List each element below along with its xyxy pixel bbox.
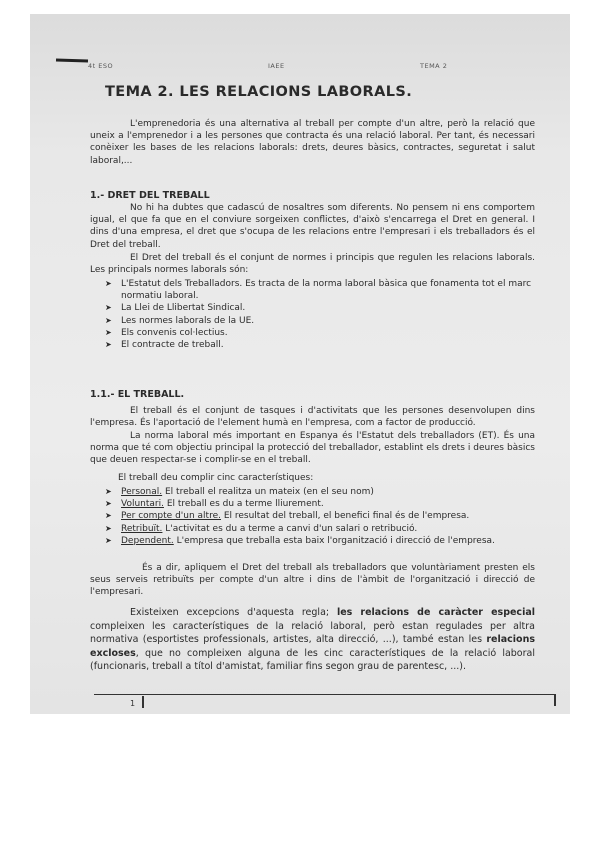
paragraph: La norma laboral més important en Espanya és l'Estatut dels treballadors (ET). És una norma que té com objectiu principal la protecció del treballador, establint els drets i deures bàsics que deuen respectar-se i complir-se en el treball. <box>90 431 535 466</box>
list-item <box>105 523 535 535</box>
list-item <box>105 498 535 510</box>
header-course: 4t ESO <box>88 62 114 70</box>
page-number-bar <box>142 696 144 708</box>
intro-paragraph: L'emprenedoria és una alternativa al treball per compte d'un altre, però la relació que uneix a l'emprenedor i a les persones que contracta és una relació laboral. Per tant, és necessari conèixer les bases de les relacions laborals: drets, deures bàsics, contractes, seguretat i salut laboral,... <box>90 119 535 166</box>
text-run: compleixen les característiques de la relació laboral, però estan regulades per altra normativa (esportistes professionals, artistes, alta direcció, ...), també estan les <box>90 620 535 646</box>
labor-norms-list <box>105 278 535 351</box>
definition: L'empresa que treballa esta baix l'organització i direcció de l'empresa. <box>173 535 495 546</box>
subsection-heading: 1.1.- EL TREBALL. <box>90 389 185 400</box>
footer-tick <box>554 694 556 706</box>
definition: El treball el realitza un mateix (en el seu nom) <box>162 487 374 497</box>
page-title: TEMA 2. LES RELACIONS LABORALS. <box>105 84 413 100</box>
paragraph: No hi ha dubtes que cadascú de nosaltres som diferents. No pensem ni ens comportem igual, el que fa que en el conviure sorgeixen conflictes, d'això s'encarrega el Dret en general. I dins d'una empresa, el dret que s'ocupa de les relacions entre l'empresari i els treballadors és el Dret del treball. <box>90 203 535 250</box>
paragraph: El treball deu complir cinc característiques: <box>118 473 314 483</box>
list-item <box>105 510 535 522</box>
list-item <box>105 535 535 547</box>
header-unit: TEMA 2 <box>420 62 448 70</box>
paragraph: El treball és el conjunt de tasques i d'activitats que les persones desenvolupen dins l'empresa. És l'aportació de l'element humà en l'empresa, com a factor de producció. <box>90 406 535 429</box>
list-item: ➤ L'Estatut dels Treballadors. Es tracta de la norma laboral bàsica que fonamenta tot el marc normatiu laboral. <box>105 278 535 302</box>
text-run: , que no compleixen alguna de les cinc característiques de la relació laboral (funcionaris, treball a títol d'amistat, familiar fins segon grau de parentesc, ...). <box>90 647 535 673</box>
term: Voluntari. <box>121 499 164 510</box>
paragraph <box>90 606 535 674</box>
definition: L'activitat es du a terme a canvi d'un salari o retribució. <box>162 523 418 534</box>
header-school: IAEE <box>268 62 285 70</box>
list-item: ➤ Els convenis col·lectius. <box>105 327 535 339</box>
paragraph: El Dret del treball és el conjunt de normes i principis que regulen les relacions laborals. Les principals normes laborals són: <box>90 253 535 276</box>
term: Personal. <box>121 487 163 497</box>
bold-term: les relacions de caràcter especial <box>336 607 535 618</box>
paragraph: És a dir, apliquem el Dret del treball als treballadors que voluntàriament presten els seus serveis retribuïts per compte d'un altre i dins de l'àmbit de l'organització i direcció de l'empresari. <box>90 563 535 598</box>
list-item: ➤ Les normes laborals de la UE. <box>105 315 535 327</box>
document-photo <box>30 14 570 714</box>
definition: El resultat del treball, el benefici final és de l'empresa. <box>220 511 470 522</box>
definition: El treball es du a terme lliurement. <box>163 499 324 510</box>
term: Retribuït. <box>121 523 163 534</box>
list-item: ➤ El contracte de treball. <box>105 339 535 351</box>
term: Per compte d'un altre. <box>121 511 221 522</box>
binder-mark <box>56 58 88 62</box>
section-heading: 1.- DRET DEL TREBALL <box>90 190 210 201</box>
work-characteristics-list <box>105 486 535 547</box>
text-run: Existeixen excepcions d'aquesta regla; <box>130 607 337 618</box>
term: Dependent. <box>121 535 174 546</box>
list-item: ➤ La Llei de Llibertat Sindical. <box>105 302 535 314</box>
page-number: 1 <box>130 699 136 708</box>
footer-rule <box>94 694 556 695</box>
list-item <box>105 486 535 498</box>
bold-term: relacions excloses <box>90 634 535 659</box>
